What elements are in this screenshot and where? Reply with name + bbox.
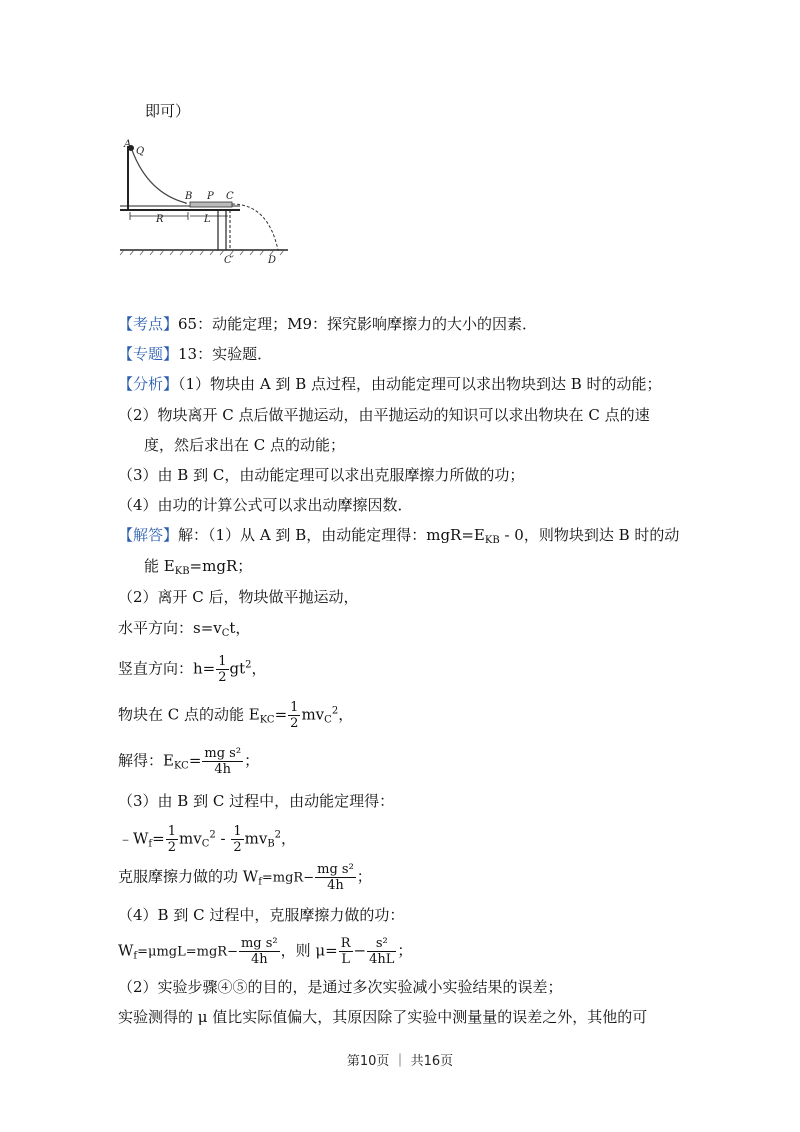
zhuanti-text: 13：实验题． xyxy=(178,345,273,363)
subscript: f xyxy=(258,876,262,888)
jieda-line-12 xyxy=(118,936,412,968)
fraction xyxy=(239,936,280,967)
label-b: B xyxy=(185,191,193,202)
text: gt xyxy=(229,659,246,678)
jieda-text-1b: - 0，则物块到达 B 时的动 xyxy=(499,526,680,544)
numerator: mg s² xyxy=(204,746,242,761)
label-p: P xyxy=(207,191,214,202)
subscript: KC xyxy=(259,714,275,726)
text: W xyxy=(118,941,134,960)
kaodian-text: 65：动能定理；M9：探究影响摩擦力的大小的因素． xyxy=(178,315,538,333)
text: mv xyxy=(301,705,325,724)
jieda-line-5 xyxy=(118,654,267,685)
text: ； xyxy=(356,867,372,886)
label-q: Q xyxy=(136,146,145,157)
text: ﹣W xyxy=(118,829,149,848)
subscript: f xyxy=(133,950,138,962)
fraction xyxy=(339,936,353,967)
numerator: s² xyxy=(367,936,396,952)
text: mv xyxy=(244,829,268,848)
fraction-half xyxy=(231,824,243,855)
text: t， xyxy=(229,619,251,637)
jieda-line-7 xyxy=(118,746,259,778)
fenxi-text-1: （1）物块由 A 到 B 点过程，由动能定理可以求出物块到达 B 时的动能； xyxy=(178,375,662,393)
subscript: KB xyxy=(174,566,190,577)
jieda-text-1a: 解：（1）从 A 到 B，由动能定理得：mgR=E xyxy=(178,526,485,544)
fenxi-line-2: （2）物块离开 C 点后做平抛运动，由平抛运动的知识可以求出物块在 C 点的速 xyxy=(118,406,650,424)
text: ； xyxy=(397,941,413,960)
jieda-line-10 xyxy=(118,862,372,894)
fraction-half xyxy=(288,700,300,731)
top-text: 即可） xyxy=(145,102,191,120)
text: ，则 μ= xyxy=(280,941,338,960)
superscript: 2 xyxy=(209,829,216,841)
zhuanti-line xyxy=(118,343,272,365)
physics-diagram xyxy=(118,138,308,268)
text: =mgR； xyxy=(189,557,253,575)
text: − xyxy=(353,941,367,960)
numerator: 1 xyxy=(233,824,242,839)
numerator: 1 xyxy=(218,654,227,669)
text: =mgR− xyxy=(261,870,315,886)
denominator: 2 xyxy=(290,716,299,731)
text: 物块在 C 点的动能 E xyxy=(118,705,260,724)
denominator: 4h xyxy=(250,952,268,967)
label-d: D xyxy=(268,255,277,266)
denominator: 4h xyxy=(327,878,344,893)
fenxi-line-5: （4）由功的计算公式可以求出动摩擦因数． xyxy=(118,496,413,514)
numerator: mg s² xyxy=(317,862,354,877)
text: = xyxy=(274,705,288,724)
denominator: 2 xyxy=(218,670,227,685)
subscript: KB xyxy=(484,535,500,546)
subscript: f xyxy=(148,838,153,850)
zhuanti-tag: 【专题】 xyxy=(118,345,179,363)
numerator: mg s² xyxy=(240,936,278,951)
text: ， xyxy=(251,659,267,678)
label-c-prime: C′ xyxy=(224,255,234,266)
rough-segment xyxy=(190,202,232,207)
subscript: B xyxy=(267,838,275,850)
jieda-line-9 xyxy=(118,824,296,856)
subscript: C xyxy=(221,628,230,639)
superscript: 2 xyxy=(245,659,252,671)
text: mv xyxy=(178,829,202,848)
denominator: 4hL xyxy=(369,952,395,967)
kaodian-line xyxy=(118,313,537,335)
jieda-line-2 xyxy=(144,555,252,583)
page-footer: 第10页 ｜ 共16页 xyxy=(346,1054,454,1069)
jieda-line-1 xyxy=(118,524,679,552)
denominator: 4h xyxy=(214,762,232,777)
superscript: 2 xyxy=(331,705,339,717)
subscript: C xyxy=(324,714,332,726)
label-c: C xyxy=(226,191,234,202)
fenxi-tag: 【分析】 xyxy=(118,375,179,393)
denominator: 2 xyxy=(233,840,242,855)
fraction xyxy=(315,862,356,893)
label-r: R xyxy=(156,214,164,225)
jieda-tag: 【解答】 xyxy=(118,526,179,544)
subscript: KC xyxy=(173,760,189,772)
jieda-line-6 xyxy=(118,700,353,732)
kaodian-tag: 【考点】 xyxy=(118,315,179,333)
jieda-line-13: （2）实验步骤④⑤的目的，是通过多次实验减小实验结果的误差； xyxy=(118,978,563,996)
label-a: A xyxy=(124,139,132,150)
text: ， xyxy=(281,829,297,848)
superscript: 2 xyxy=(274,829,282,841)
jieda-line-8: （3）由 B 到 C 过程中，由动能定理得： xyxy=(118,792,395,810)
denominator: 2 xyxy=(167,840,176,855)
text: = xyxy=(188,751,202,770)
fraction-half xyxy=(166,824,178,855)
denominator: L xyxy=(341,952,350,967)
text: = xyxy=(152,829,165,848)
jieda-line-14: 实验测得的 μ 值比实际值偏大，其原因除了实验中测量量的误差之外，其他的可 xyxy=(118,1008,648,1026)
fenxi-line-1 xyxy=(118,373,662,395)
text: 克服摩擦力做的功 W xyxy=(118,867,259,886)
numerator: 1 xyxy=(290,700,299,715)
text: - xyxy=(215,829,231,848)
numerator: R xyxy=(340,936,351,951)
text: 解得：E xyxy=(118,751,174,770)
text: =μmgL=mgR− xyxy=(137,944,238,960)
text: 能 E xyxy=(144,557,175,575)
numerator: 1 xyxy=(167,824,176,839)
text: 竖直方向：h= xyxy=(118,659,216,678)
fraction xyxy=(202,746,243,777)
jieda-line-11: （4）B 到 C 过程中，克服摩擦力做的功： xyxy=(118,906,405,924)
text: ； xyxy=(244,751,260,770)
text: ， xyxy=(338,705,354,724)
jieda-line-3: （2）离开 C 后，物块做平抛运动， xyxy=(118,588,359,606)
fenxi-line-3: 度，然后求出在 C 点的动能； xyxy=(144,436,346,454)
text: 水平方向：s=v xyxy=(118,619,222,637)
fraction-half xyxy=(216,654,228,685)
jieda-line-4 xyxy=(118,617,250,645)
curved-track xyxy=(132,150,186,204)
label-l: L xyxy=(204,214,211,225)
fenxi-line-4: （3）由 B 到 C，由动能定理可以求出克服摩擦力所做的功； xyxy=(118,466,525,484)
subscript: C xyxy=(201,838,210,850)
fraction xyxy=(367,936,396,967)
